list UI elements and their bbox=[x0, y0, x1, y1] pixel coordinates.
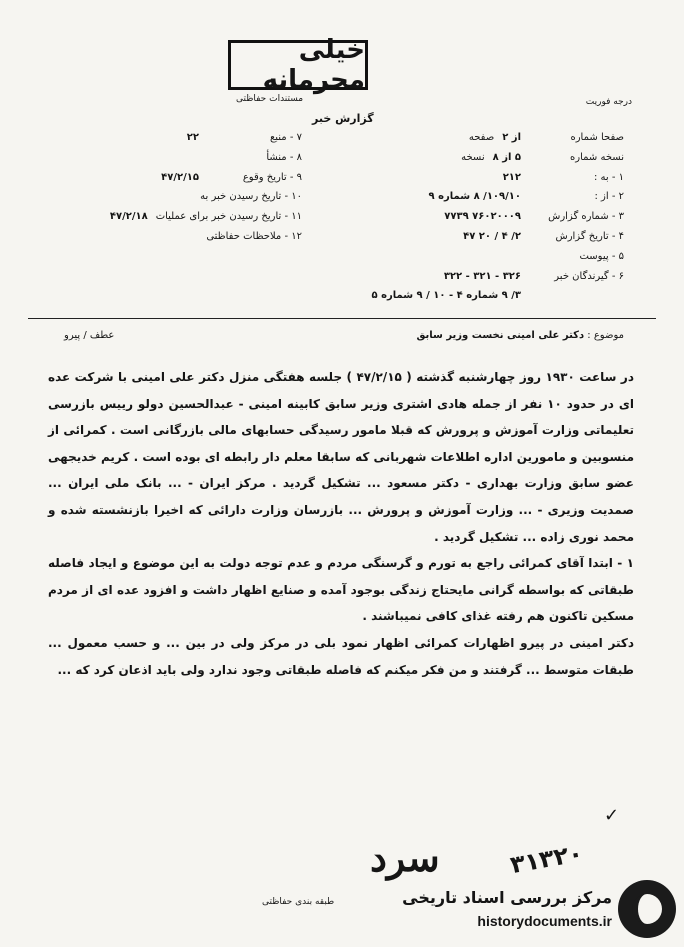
meta-row: ۳ - شماره گزارش ۷۶۰۲۰۰۰۹ ۷۷۳۹ bbox=[444, 211, 624, 223]
meta-row: ۵ - پیوست bbox=[579, 250, 624, 262]
archive-watermark bbox=[400, 880, 676, 940]
reference-label: عطف / پیرو bbox=[64, 330, 115, 341]
meta-row: ۱۰ - تاریخ رسیدن خبر به bbox=[200, 191, 302, 203]
classification-text: خیلی محرمانه bbox=[262, 35, 365, 95]
handwritten-mark: ✓ bbox=[604, 805, 620, 826]
body-paragraph: دکتر امینی در پیرو اظهارات کمرائی اظهار نمود بلی در مرکز ولی در بین ... و حسب معمول ... طبقات متوسط ... گرفتند و من فکر میکنم که فاصله طبقاتی وجود ندارد ولی باید اذعان کرد که ... bbox=[48, 635, 634, 677]
body-paragraph: در ساعت ۱۹۳۰ روز چهارشنبه گذشته ( ۴۷/۲/۱۵ ) جلسه هفتگی منزل دکتر علی امینی با شرکت عده ای در حدود ۱۰ نفر از جمله هادی اشتری وزیر سابق کابینه امینی - عبدالحسین دولو رییس بازرسی تعلیماتی وزارت آموزش و پرورش که قبلا مامور رسیدگی حسابهای مالی بازرگانی است . کمرائی از منسوبین و مامورین اداره اطلاعات شهربانی که سابقا معلم دار رابطه ای بوده است . کریم خدیجهی عضو سابق وزارت بهداری - دکتر مسعود ... تشکیل گردید . مرکز ایران - ... بانک ملی ایران ... صمدیت وزیری - ... وزارت آموزش و پرورش ... بازرسان وزارت دارائی که اخیرا بازنشسته شده و محمد نوری زاده ... تشکیل گردید . bbox=[48, 370, 634, 544]
footer-classification: طبقه بندی حفاظتی bbox=[262, 897, 335, 907]
meta-row: نسخه شماره ۵ از ۸ نسخه bbox=[461, 151, 624, 163]
meta-row: ۸ - منشأ bbox=[266, 151, 302, 163]
meta-row: ۶ - گیرندگان خبر ۳۲۶ - ۳۲۱ - ۳۲۲ bbox=[443, 270, 624, 282]
meta-row: ۱ - به : ۲۱۲ bbox=[502, 171, 624, 183]
handwritten-number: ۳۱۳۲۰ bbox=[508, 838, 586, 880]
header-divider bbox=[28, 318, 656, 319]
body-paragraph: ۱ - ابتدا آقای کمرائی راجع به تورم و گرسنگی مردم و عدم توجه دولت به این موضوع و ایجاد فاصله طبقاتی که بواسطه گرانی مایحتاج زندگی بوجود آمده و صنایع اظهار داشت و افزود عده ای از مردم مسکین تاکنون هم رفته غذای کافی نمیباشند . bbox=[48, 556, 634, 624]
subject-line: موضوع : دکتر علی امینی نخست وزیر سابق عطف / پیرو bbox=[64, 330, 624, 341]
meta-row: صفحا شماره از ۲ صفحه bbox=[468, 132, 624, 143]
watermark-title: مرکز بررسی اسناد تاریخی bbox=[402, 888, 612, 907]
handwritten-signature: سرد bbox=[370, 835, 440, 880]
report-body bbox=[48, 364, 634, 683]
meta-row: ۲ - از : ۱۰۹/۱۰/ ۸ شماره ۹ bbox=[428, 191, 624, 203]
meta-row: ۷ - منبع ۲۲ bbox=[186, 132, 302, 143]
archive-logo-icon bbox=[618, 880, 676, 938]
meta-row: ۹ - تاریخ وقوع ۴۷/۲/۱۵ bbox=[161, 171, 302, 183]
subject-value: دکتر علی امینی نخست وزیر سابق bbox=[416, 330, 585, 341]
meta-row: ۳/ ۹ شماره ۴ - ۱۰ / ۹ شماره ۵ bbox=[371, 290, 521, 302]
meta-row: ۱۱ - تاریخ رسیدن خبر برای عملیات ۴۷/۲/۱۸ bbox=[109, 211, 302, 223]
classification-note: مستندات حفاظتی bbox=[236, 94, 304, 104]
report-title: گزارش خبر bbox=[312, 112, 374, 125]
subject-label: موضوع bbox=[593, 330, 624, 341]
classification-stamp bbox=[228, 35, 368, 95]
meta-right-block bbox=[371, 128, 624, 306]
meta-left-block bbox=[32, 128, 302, 247]
watermark-url: historydocuments.ir bbox=[477, 913, 612, 929]
meta-row: ۴ - تاریخ گزارش ۲/ ۴ / ۲۰ ۴۷ bbox=[463, 230, 624, 242]
meta-row: ۱۲ - ملاحظات حفاظتی bbox=[206, 230, 302, 242]
priority-label: درجه فوریت bbox=[585, 97, 632, 107]
